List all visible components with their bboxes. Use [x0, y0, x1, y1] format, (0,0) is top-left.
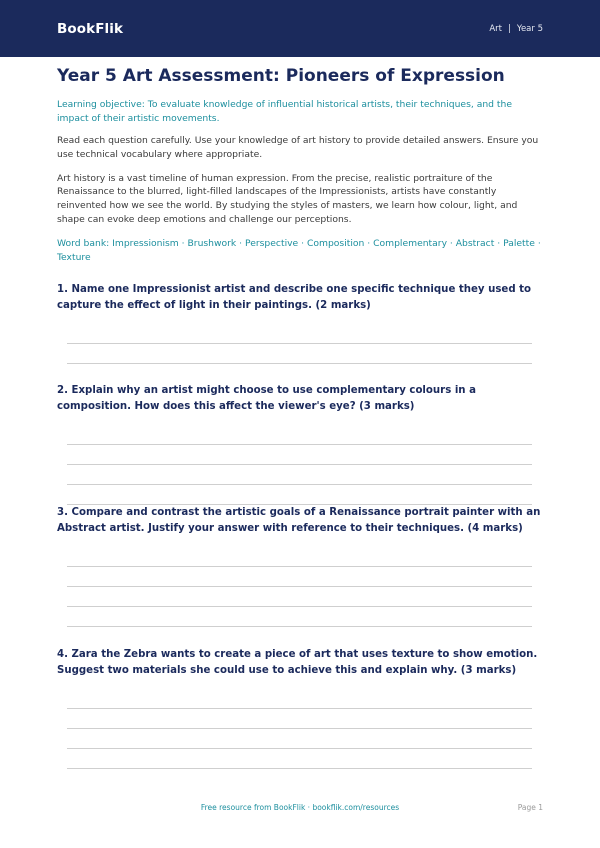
intro-section: [57, 65, 543, 264]
answer-line: [67, 606, 532, 607]
question-3: [57, 505, 543, 536]
answer-line: [67, 484, 532, 485]
brand-logo: BookFlik: [57, 20, 124, 37]
page-header: [0, 0, 600, 57]
answer-line: [67, 768, 532, 769]
question-4: [57, 647, 543, 678]
question-text: 1. Name one Impressionist artist and describe one specific technique they used to capture the effect of light in their paintings. (2 marks): [57, 284, 532, 311]
instructions-text: Read each question carefully. Use your knowledge of art history to provide detailed answers. Ensure you use technical vocabulary where appropriate.: [57, 135, 539, 160]
learning-objective: Learning objective: To evaluate knowledge of influential historical artists, their techniques, and the impact of their artistic movements.: [57, 99, 512, 124]
year-label: Year 5: [516, 23, 543, 34]
answer-line: [67, 748, 532, 749]
answer-line: [67, 464, 532, 465]
answer-line: [67, 343, 532, 344]
answer-line: [67, 444, 532, 445]
question-text: 3. Compare and contrast the artistic goals of a Renaissance portrait painter with an Abstract artist. Justify your answer with reference to their techniques. (4 marks): [57, 507, 541, 534]
page-title: Year 5 Art Assessment: Pioneers of Expression: [57, 66, 505, 86]
question-2: [57, 383, 543, 414]
page-footer: [0, 801, 600, 815]
answer-line: [67, 626, 532, 627]
question-text: 4. Zara the Zebra wants to create a piece of art that uses texture to show emotion. Suggest two materials she could use to achieve this and explain why. (3 marks): [57, 649, 538, 676]
answer-line: [67, 728, 532, 729]
subject-label: Art: [489, 23, 503, 34]
answer-line: [67, 363, 532, 364]
footer-resource-link[interactable]: Free resource from BookFlik · bookflik.com/resources: [200, 803, 400, 812]
breadcrumb: [489, 24, 543, 34]
answer-line: [67, 586, 532, 587]
intro-text: Art history is a vast timeline of human expression. From the precise, realistic portraiture of the Renaissance to the blurred, light-filled landscapes of the Impressionists, artists have constantly reinvented how we see the world. By studying the styles of masters, we learn how colour, light, and shape can evoke deep emotions and challenge our perceptions.: [57, 172, 518, 225]
word-bank: Word bank: Impressionism · Brushwork · Perspective · Composition · Complementary · Abstract · Palette · Texture: [57, 237, 541, 263]
answer-line: [67, 708, 532, 709]
breadcrumb-separator: |: [508, 23, 511, 34]
answer-line: [67, 566, 532, 567]
page-number: Page 1: [517, 803, 543, 812]
question-1: [57, 282, 543, 313]
question-text: 2. Explain why an artist might choose to use complementary colours in a composition. How does this affect the viewer's eye? (3 marks): [57, 385, 476, 412]
